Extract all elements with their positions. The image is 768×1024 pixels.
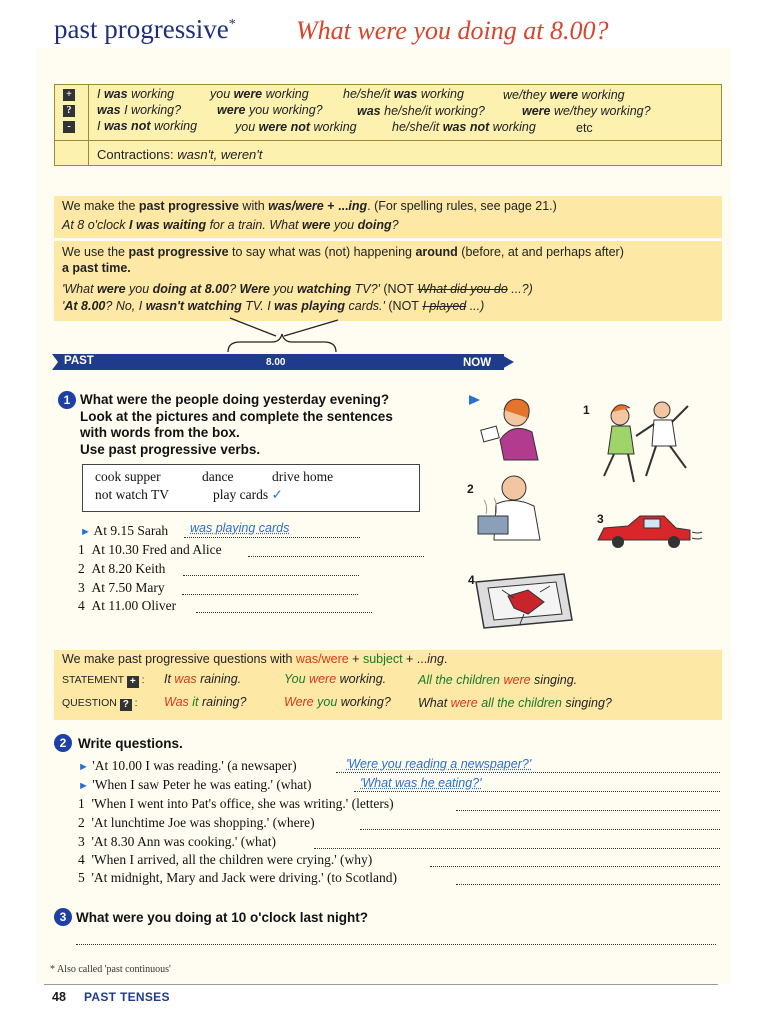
question-example: Was it raining?: [164, 695, 247, 709]
brace-icon: [220, 316, 350, 356]
conj-cell: he/she/it was not working: [392, 120, 536, 134]
exercise-heading: Write questions.: [78, 736, 183, 751]
question-example: What were all the children singing?: [418, 696, 612, 710]
word-option: not watch TV: [95, 487, 169, 502]
exercise-heading: What were you doing at 10 o'clock last night?: [76, 910, 368, 925]
statement-example: All the children were singing.: [418, 673, 578, 687]
question-sign-icon: ?: [63, 105, 75, 117]
answer-line[interactable]: [360, 829, 720, 830]
conj-cell: I was working: [97, 87, 175, 101]
exercise-item: 4 At 11.00 Oliver: [78, 598, 177, 613]
page-title: past progressive*: [54, 14, 236, 44]
word-option: play cards ✓: [213, 487, 283, 502]
picture-number: 4: [468, 573, 475, 587]
answer-line[interactable]: [456, 884, 720, 885]
exercise-item: 5 'At midnight, Mary and Jack were driving.' (to Scotland): [78, 870, 398, 885]
conjugation-divider: [54, 140, 722, 141]
page-number: 48: [52, 990, 66, 1004]
contractions-line: Contractions: wasn't, weren't: [97, 147, 263, 162]
conjugation-divider: [88, 84, 89, 166]
conj-cell: we/they were working: [503, 88, 625, 102]
check-icon: ✓: [271, 487, 283, 502]
answer-line[interactable]: [430, 866, 720, 867]
answer-line[interactable]: [196, 612, 372, 613]
answer-line: [354, 791, 720, 792]
answer-line[interactable]: [456, 810, 720, 811]
conj-cell: were we/they working?: [522, 104, 651, 118]
footnote: * Also called 'past continuous': [50, 964, 171, 975]
picture-number: 2: [467, 482, 474, 496]
explanation-text: We make the past progressive with was/were + ...ing. (For spelling rules, see page 21.): [62, 199, 557, 213]
exercise-item: 3 At 7.50 Mary: [78, 580, 165, 595]
exercise-number-badge: 1: [58, 391, 76, 409]
exercise-item: 1 'When I went into Pat's office, she was writing.' (letters): [78, 796, 394, 811]
answer-line[interactable]: [248, 556, 424, 557]
statement-example: You were working.: [284, 672, 387, 686]
answer-line: [184, 537, 360, 538]
explanation-text: a past time.: [62, 261, 131, 275]
question-example: Were you working?: [284, 695, 391, 709]
conj-cell: etc: [576, 121, 593, 135]
answer-line[interactable]: [314, 848, 720, 849]
answer-line[interactable]: [183, 575, 359, 576]
example-sentence: ► 'When I saw Peter he was eating.' (what): [78, 777, 312, 792]
timeline-now-label: NOW: [463, 357, 492, 369]
word-option: drive home: [272, 469, 334, 484]
handwritten-answer: 'Were you reading a newspaper?': [346, 757, 532, 771]
picture-number: 3: [597, 512, 604, 526]
illustration-dancers: [590, 396, 700, 492]
example-sentence: ► At 9.15 Sarah: [80, 523, 169, 538]
illustration-broken-tv: [468, 568, 580, 630]
conj-cell: you were not working: [235, 120, 357, 134]
answer-line[interactable]: [182, 594, 358, 595]
exercise-item: 2 'At lunchtime Joe was shopping.' (where): [78, 815, 315, 830]
exercise-item: 4 'When I arrived, all the children were crying.' (why): [78, 852, 373, 867]
exercise-item: 3 'At 8.30 Ann was cooking.' (what): [78, 834, 276, 849]
arrow-right-icon: [500, 354, 514, 370]
conj-cell: was he/she/it working?: [357, 104, 485, 118]
exercise-item: 1 At 10.30 Fred and Alice: [78, 542, 222, 557]
illustration-cards: [476, 392, 546, 462]
section-name: PAST TENSES: [84, 990, 170, 1004]
example-sentence: ► 'At 10.00 I was reading.' (a newsaper): [78, 758, 297, 773]
timeline-past-label: PAST: [64, 355, 94, 367]
explanation-text: We use the past progressive to say what was (not) happening around (before, at and perhaps after): [62, 245, 624, 259]
answer-line: [336, 772, 720, 773]
picture-number: 1: [583, 403, 590, 417]
minus-sign-icon: -: [63, 121, 75, 133]
word-option: dance: [202, 469, 234, 484]
exercise-heading: What were the people doing yesterday evening? Look at the pictures and complete the sentences with words from the box. Use past progressive verbs.: [80, 392, 393, 457]
statement-label: STATEMENT + :: [62, 674, 145, 687]
word-option: cook supper: [95, 469, 161, 484]
timeline-time-label: 8.00: [266, 357, 286, 368]
exercise-number-badge: 2: [54, 734, 72, 752]
play-triangle-icon: ►: [80, 526, 91, 538]
conj-cell: I was not working: [97, 119, 198, 133]
explanation-example: At 8 o'clock I was waiting for a train. What were you doing?: [62, 218, 399, 232]
conj-cell: were you working?: [217, 103, 323, 117]
conj-cell: was I working?: [97, 103, 182, 117]
explanation-example: 'At 8.00? No, I wasn't watching TV. I was playing cards.' (NOT I played ...): [62, 299, 485, 313]
illustration-car: [594, 510, 704, 552]
exercise-item: 2 At 8.20 Keith: [78, 561, 166, 576]
page-subtitle: What were you doing at 8.00?: [296, 16, 609, 45]
exercise-number-badge: 3: [54, 908, 72, 926]
illustration-cooking: [474, 470, 554, 548]
questions-intro: We make past progressive questions with was/were + subject + ...ing.: [62, 652, 448, 666]
question-label: QUESTION ? :: [62, 697, 138, 710]
statement-example: It was raining.: [164, 672, 242, 686]
conj-cell: he/she/it was working: [343, 87, 464, 101]
plus-sign-icon: +: [63, 89, 75, 101]
conj-cell: you were working: [210, 87, 309, 101]
handwritten-answer: 'What was he eating?': [360, 776, 482, 790]
handwritten-answer: was playing cards: [190, 521, 290, 535]
footer-divider: [44, 984, 718, 985]
answer-line[interactable]: [76, 944, 716, 945]
explanation-example: 'What were you doing at 8.00? Were you watching TV?' (NOT What did you do ...?): [62, 282, 533, 296]
